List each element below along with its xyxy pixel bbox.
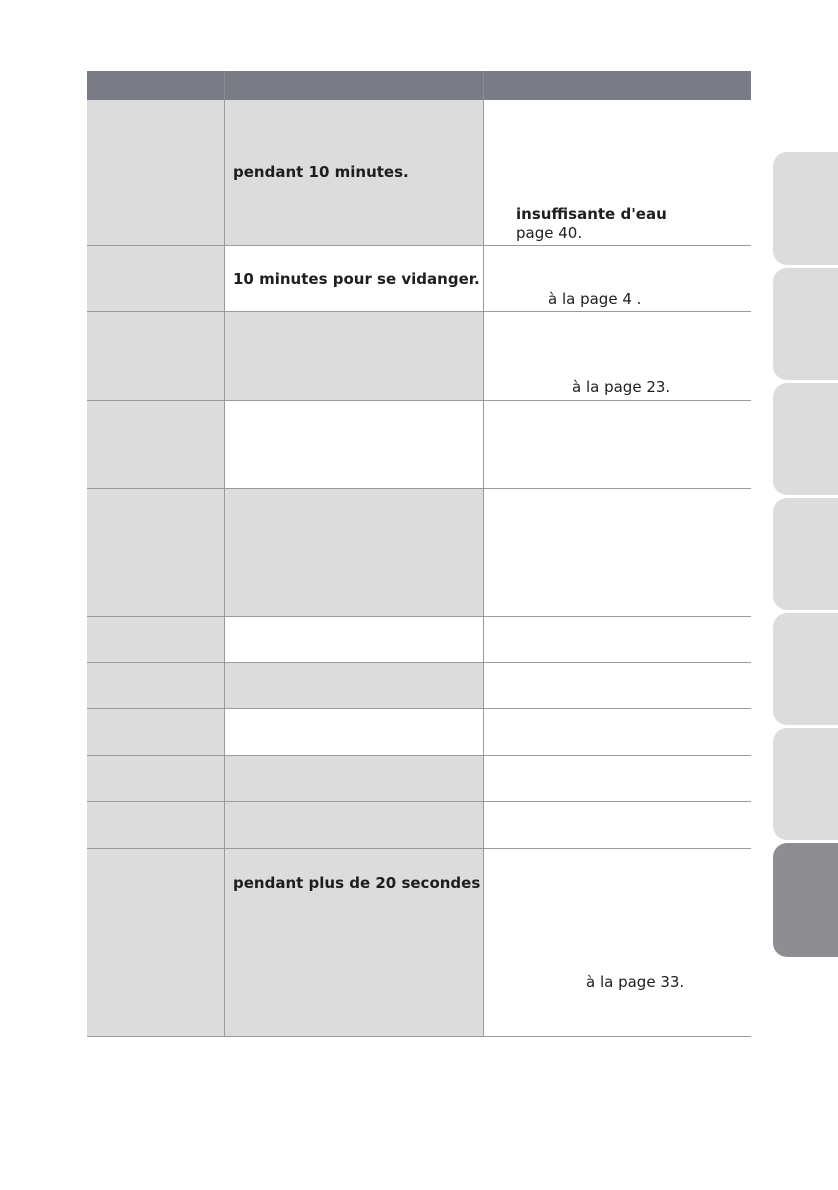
chapter-tab[interactable] (773, 498, 838, 610)
header-divider (224, 71, 225, 100)
cell-cause (224, 246, 483, 311)
cell-cause (224, 401, 483, 488)
cell-problem (87, 617, 224, 662)
table-row (87, 246, 751, 312)
cell-problem (87, 756, 224, 801)
solution-text: à la page 4 . (548, 290, 642, 308)
solution-text: à la page 33. (586, 973, 685, 991)
cause-text: pendant plus de 20 secondes (233, 874, 481, 892)
cause-text: pendant 10 minutes. (233, 163, 409, 181)
chapter-tab[interactable] (773, 728, 838, 840)
table-row (87, 312, 751, 401)
cell-problem (87, 849, 224, 1036)
solution-text: insuffisante d'eau (516, 205, 667, 223)
cell-problem (87, 663, 224, 708)
cell-solution (483, 312, 751, 400)
cell-solution (483, 663, 751, 708)
solution-text: page 40. (516, 224, 583, 242)
table-row (87, 709, 751, 756)
cause-text: 10 minutes pour se vidanger. (233, 270, 480, 288)
cell-solution (483, 401, 751, 488)
table-row (87, 663, 751, 709)
cell-cause (224, 617, 483, 662)
chapter-tab[interactable] (773, 152, 838, 265)
cell-problem (87, 709, 224, 755)
troubleshooting-table (87, 71, 751, 1037)
cell-problem (87, 100, 224, 245)
chapter-tab[interactable] (773, 613, 838, 725)
chapter-tab-active[interactable] (773, 843, 838, 957)
table-row (87, 849, 751, 1037)
table-row (87, 100, 751, 246)
cell-solution (483, 756, 751, 801)
cell-problem (87, 246, 224, 311)
table-row (87, 756, 751, 802)
cell-cause (224, 756, 483, 801)
cell-solution (483, 100, 751, 245)
cell-solution (483, 849, 751, 1036)
cell-solution (483, 489, 751, 616)
cell-cause (224, 802, 483, 848)
solution-text: à la page 23. (572, 378, 671, 396)
cell-solution (483, 709, 751, 755)
cell-problem (87, 312, 224, 400)
header-divider (483, 71, 484, 100)
table-header (87, 71, 751, 100)
table-row (87, 489, 751, 617)
table-row (87, 617, 751, 663)
cell-cause (224, 849, 483, 1036)
cell-solution (483, 802, 751, 848)
cell-cause (224, 663, 483, 708)
cell-problem (87, 802, 224, 848)
cell-cause (224, 100, 483, 245)
table-row (87, 802, 751, 849)
cell-cause (224, 709, 483, 755)
table-row (87, 401, 751, 489)
chapter-tab[interactable] (773, 268, 838, 380)
chapter-tab[interactable] (773, 383, 838, 495)
cell-problem (87, 489, 224, 616)
cell-cause (224, 489, 483, 616)
cell-solution (483, 246, 751, 311)
cell-cause (224, 312, 483, 400)
cell-solution (483, 617, 751, 662)
cell-problem (87, 401, 224, 488)
